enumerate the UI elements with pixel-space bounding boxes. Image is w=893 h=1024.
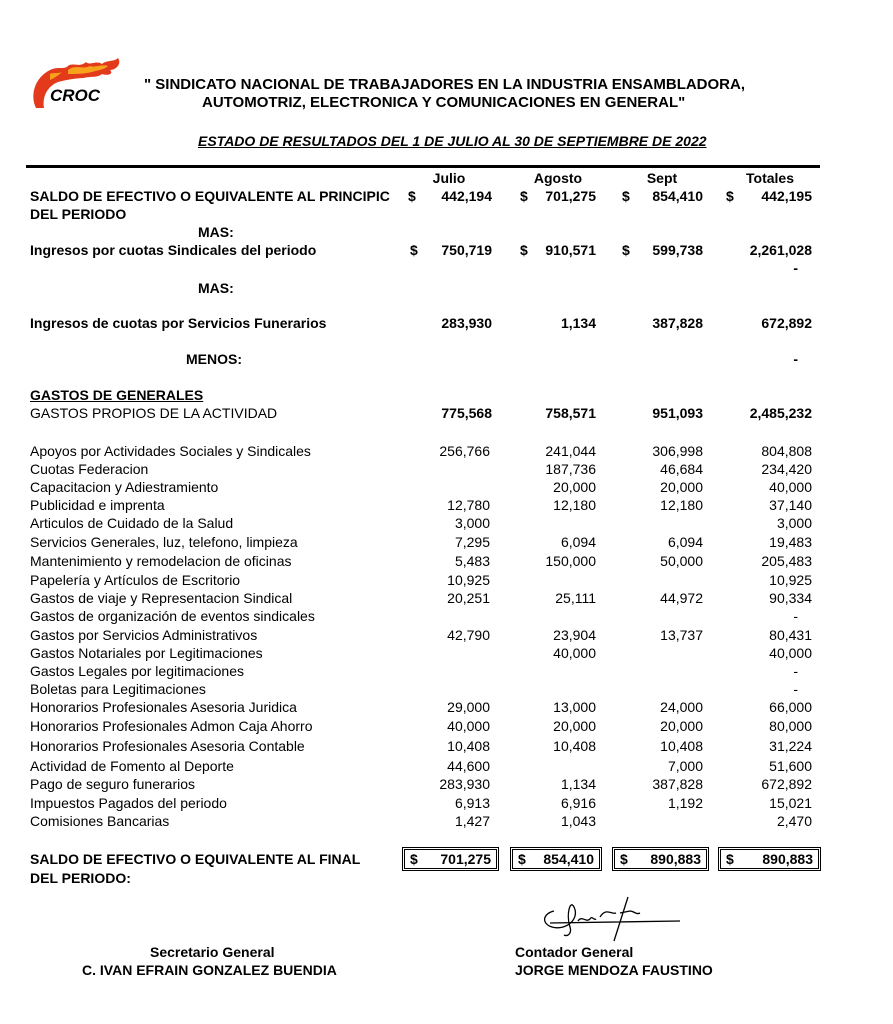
gastos-propios-totales: 2,485,232 (749, 405, 812, 421)
expense-row-agosto: 13,000 (553, 699, 596, 715)
saldo-final-totales-box (720, 849, 819, 869)
expense-row-label: Servicios Generales, luz, telefono, limpieza (30, 534, 298, 550)
gastos-generales-heading: GASTOS DE GENERALES (30, 387, 204, 403)
expense-row-julio: 44,600 (447, 758, 490, 774)
currency-sign: $ (726, 851, 734, 867)
expense-row-totales: 51,600 (769, 758, 812, 774)
expense-row-julio: 29,000 (447, 699, 490, 715)
expense-row-label: Gastos por Servicios Administrativos (30, 627, 258, 643)
col-header-totales: Totales (746, 170, 794, 186)
gastos-propios-sept: 951,093 (652, 405, 703, 421)
contador-name: JORGE MENDOZA FAUSTINO (515, 962, 713, 978)
expense-row-label: Honorarios Profesionales Asesoria Juridica (30, 699, 297, 715)
expense-row-label: Gastos Notariales por Legitimaciones (30, 645, 263, 661)
croc-logo (28, 56, 128, 112)
expense-row-sept: 6,094 (667, 534, 703, 550)
expense-row-agosto: 187,736 (545, 461, 596, 477)
expense-row-label: Impuestos Pagados del periodo (30, 795, 227, 811)
expense-row-label: Papelería y Artículos de Escritorio (30, 572, 241, 588)
menos-label: MENOS: (186, 351, 242, 367)
expense-row-julio: 40,000 (447, 718, 490, 734)
ingresos-cuotas-julio: 750,719 (441, 242, 492, 258)
expense-row-totales: 37,140 (769, 497, 812, 513)
expense-row-sept: 10,408 (660, 738, 703, 754)
currency-sign: $ (520, 188, 528, 204)
ingresos-cuotas-agosto: 910,571 (545, 242, 596, 258)
col-header-sept: Sept (646, 170, 678, 186)
expense-row-agosto: 1,043 (560, 813, 596, 829)
expense-row-julio: 20,251 (447, 590, 490, 606)
expense-row-sept: 46,684 (660, 461, 703, 477)
saldo-final-totales: 890,883 (762, 851, 813, 867)
ingresos-cuotas-label: Ingresos por cuotas Sindicales del periodo (30, 242, 317, 258)
expense-row-label: Gastos de viaje y Representacion Sindical (30, 590, 293, 606)
expense-row-sept: 12,180 (660, 497, 703, 513)
expense-row-agosto: 10,408 (553, 738, 596, 754)
expense-row-agosto: 40,000 (553, 645, 596, 661)
currency-sign: $ (410, 851, 418, 867)
ingresos-funerarios-totales: 672,892 (761, 315, 812, 331)
col-header-agosto: Agosto (533, 170, 583, 186)
saldo-inicial-julio: 442,194 (441, 188, 492, 204)
saldo-final-sept-box (614, 849, 707, 869)
expense-row-julio: 6,913 (454, 795, 490, 811)
expense-row-agosto: 6,916 (560, 795, 596, 811)
saldo-inicial-label-2: DEL PERIODO (30, 206, 127, 222)
expense-row-agosto: 6,094 (560, 534, 596, 550)
expense-row-sept: 1,192 (667, 795, 703, 811)
currency-sign: $ (410, 242, 418, 258)
expense-row-sept: 50,000 (660, 553, 703, 569)
currency-sign: $ (726, 188, 734, 204)
currency-sign: $ (622, 188, 630, 204)
ingresos-cuotas-sept: 599,738 (652, 242, 703, 258)
expense-row-label: Honorarios Profesionales Admon Caja Ahorro (30, 718, 313, 734)
saldo-inicial-totales: 442,195 (761, 188, 812, 204)
expense-row-label: Pago de seguro funerarios (30, 776, 195, 792)
expense-row-sept: 24,000 (660, 699, 703, 715)
expense-row-label: Apoyos por Actividades Sociales y Sindicales (30, 443, 311, 459)
expense-row-agosto: 20,000 (553, 718, 596, 734)
expense-row-totales: 19,483 (769, 534, 812, 550)
saldo-final-julio: 701,275 (440, 851, 491, 867)
expense-row-julio: 1,427 (454, 813, 490, 829)
expense-row-totales: - (793, 681, 798, 697)
expense-row-label: Actividad de Fomento al Deporte (30, 758, 234, 774)
currency-sign: $ (518, 851, 526, 867)
expense-row-totales: 10,925 (769, 572, 812, 588)
saldo-inicial-sept: 854,410 (652, 188, 703, 204)
expense-row-agosto: 25,111 (555, 590, 596, 606)
expense-row-julio: 42,790 (447, 627, 490, 643)
org-title-line2: AUTOMOTRIZ, ELECTRONICA Y COMUNICACIONES EN GENERAL" (202, 94, 686, 111)
expense-row-totales: 2,470 (776, 813, 812, 829)
expense-row-totales: 40,000 (769, 479, 812, 495)
expense-row-agosto: 12,180 (553, 497, 596, 513)
saldo-final-sept: 890,883 (650, 851, 701, 867)
expense-row-sept: 13,737 (660, 627, 703, 643)
expense-row-agosto: 241,044 (545, 443, 596, 459)
ingresos-funerarios-julio: 283,930 (441, 315, 492, 331)
ingresos-funerarios-sept: 387,828 (652, 315, 703, 331)
expense-row-totales: 90,334 (769, 590, 812, 606)
expense-row-julio: 10,408 (447, 738, 490, 754)
expense-row-label: Gastos Legales por legitimaciones (30, 663, 245, 679)
expense-row-label: Comisiones Bancarias (30, 813, 170, 829)
expense-row-agosto: 20,000 (553, 479, 596, 495)
expense-row-totales: 3,000 (776, 515, 812, 531)
expense-row-totales: 66,000 (769, 699, 812, 715)
gastos-propios-agosto: 758,571 (545, 405, 596, 421)
ingresos-funerarios-label: Ingresos de cuotas por Servicios Funerarios (30, 315, 327, 331)
saldo-final-agosto: 854,410 (543, 851, 594, 867)
expense-row-totales: 205,483 (761, 553, 812, 569)
expense-row-sept: 20,000 (660, 718, 703, 734)
expense-row-julio: 283,930 (439, 776, 490, 792)
expense-row-julio: 3,000 (454, 515, 490, 531)
expense-row-label: Mantenimiento y remodelacion de oficinas (30, 553, 292, 569)
secretario-title: Secretario General (150, 944, 275, 960)
expense-row-julio: 256,766 (439, 443, 490, 459)
saldo-final-agosto-box (512, 849, 600, 869)
org-title-line1: " SINDICATO NACIONAL DE TRABAJADORES EN LA INDUSTRIA ENSAMBLADORA, (144, 76, 746, 93)
ingresos-funerarios-agosto: 1,134 (560, 315, 596, 331)
logo-text: CROC (50, 86, 101, 105)
expense-row-label: Honorarios Profesionales Asesoria Contable (30, 738, 305, 754)
mas-label-2: MAS: (198, 280, 234, 296)
expense-row-totales: 804,808 (761, 443, 812, 459)
expense-row-totales: 40,000 (769, 645, 812, 661)
expense-row-totales: 234,420 (761, 461, 812, 477)
expense-row-label: Cuotas Federacion (30, 461, 149, 477)
currency-sign: $ (408, 188, 416, 204)
expense-row-totales: 80,431 (769, 627, 812, 643)
expense-row-totales: 31,224 (769, 738, 812, 754)
expense-row-julio: 12,780 (447, 497, 490, 513)
expense-row-agosto: 150,000 (545, 553, 596, 569)
expense-row-sept: 44,972 (660, 590, 703, 606)
expense-row-label: Capacitacion y Adiestramiento (30, 479, 219, 495)
ingresos-cuotas-totales: 2,261,028 (749, 242, 812, 258)
mas-label: MAS: (198, 224, 234, 240)
expense-row-label: Boletas para Legitimaciones (30, 681, 206, 697)
report-subtitle: ESTADO DE RESULTADOS DEL 1 DE JULIO AL 30 DE SEPTIEMBRE DE 2022 (198, 133, 707, 149)
currency-sign: $ (620, 851, 628, 867)
ingresos-cuotas-dash: - (793, 260, 798, 276)
signature-image (530, 893, 690, 943)
expense-row-label: Publicidad e imprenta (30, 497, 165, 513)
expense-row-totales: 672,892 (761, 776, 812, 792)
expense-row-totales: - (793, 608, 798, 624)
expense-row-julio: 5,483 (454, 553, 490, 569)
col-header-julio: Julio (432, 170, 466, 186)
saldo-inicial-label: SALDO DE EFECTIVO O EQUIVALENTE AL PRINCIPIC (30, 188, 390, 204)
saldo-final-label: SALDO DE EFECTIVO O EQUIVALENTE AL FINAL (30, 851, 361, 867)
expense-row-julio: 10,925 (447, 572, 490, 588)
gastos-propios-julio: 775,568 (441, 405, 492, 421)
expense-row-sept: 306,998 (652, 443, 703, 459)
expense-row-agosto: 23,904 (553, 627, 596, 643)
currency-sign: $ (520, 242, 528, 258)
expense-row-label: Gastos de organización de eventos sindicales (30, 608, 315, 624)
contador-title: Contador General (515, 944, 634, 960)
expense-row-totales: 80,000 (769, 718, 812, 734)
saldo-final-label-2: DEL PERIODO: (30, 870, 131, 886)
expense-row-agosto: 1,134 (560, 776, 596, 792)
expense-row-totales: 15,021 (769, 795, 812, 811)
currency-sign: $ (622, 242, 630, 258)
menos-totales: - (793, 351, 798, 367)
expense-row-label: Articulos de Cuidado de la Salud (30, 515, 234, 531)
gastos-propios-label: GASTOS PROPIOS DE LA ACTIVIDAD (30, 405, 278, 421)
expense-row-sept: 7,000 (667, 758, 703, 774)
expense-row-sept: 20,000 (660, 479, 703, 495)
expense-row-totales: - (793, 663, 798, 679)
saldo-final-julio-box (404, 849, 497, 869)
header-rule (26, 165, 820, 168)
saldo-inicial-agosto: 701,275 (545, 188, 596, 204)
secretario-name: C. IVAN EFRAIN GONZALEZ BUENDIA (82, 962, 337, 978)
expense-row-julio: 7,295 (454, 534, 490, 550)
expense-row-sept: 387,828 (652, 776, 703, 792)
